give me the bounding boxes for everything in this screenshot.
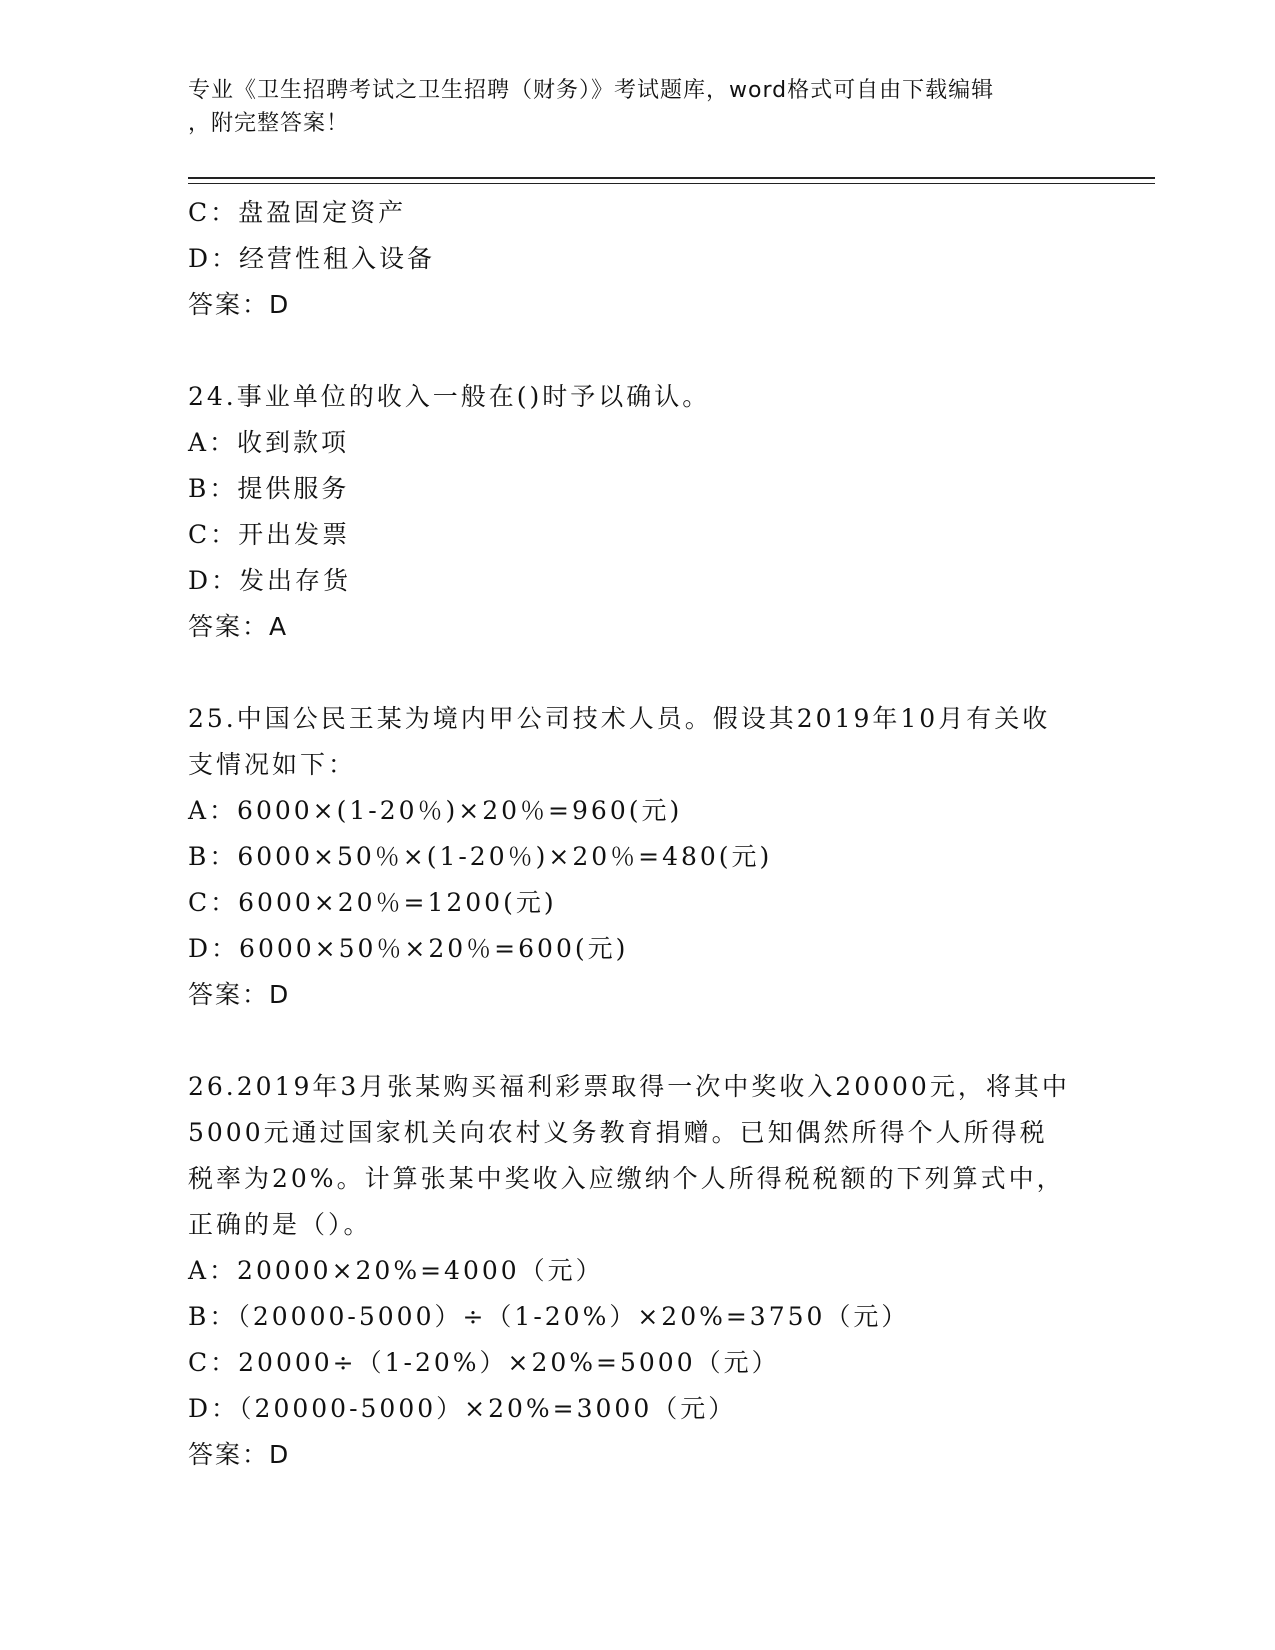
option-d: D：6000×50％×20％=600(元) xyxy=(188,934,629,963)
option-b: B：（20000-5000）÷（1-20%）×20%=3750（元） xyxy=(188,1302,910,1331)
spacer xyxy=(188,650,1088,696)
question-text: 税率为20%。计算张某中奖收入应缴纳个人所得税税额的下列算式中， xyxy=(188,1164,1065,1193)
question-25 xyxy=(188,696,1088,1018)
option-c: C：开出发票 xyxy=(188,520,351,549)
option-c: C：6000×20％=1200(元) xyxy=(188,888,557,917)
option-a: A：20000×20%=4000（元） xyxy=(188,1256,604,1285)
option-d: D：发出存货 xyxy=(188,566,352,595)
question-text: 5000元通过国家机关向农村义务教育捐赠。已知偶然所得个人所得税 xyxy=(188,1118,1048,1147)
header-divider-thick xyxy=(188,177,1155,179)
question-24 xyxy=(188,374,1088,650)
spacer xyxy=(188,328,1088,374)
answer-line: 答案：D xyxy=(188,1440,291,1469)
header-line-2: ，附完整答案！ xyxy=(188,111,350,136)
question-list xyxy=(188,190,1088,1478)
option-a: A：收到款项 xyxy=(188,428,350,457)
option-b: B：6000×50％×(1-20％)×20％=480(元) xyxy=(188,842,773,871)
question-26 xyxy=(188,1064,1088,1478)
question-23-continued xyxy=(188,190,1088,328)
question-text: 24.事业单位的收入一般在()时予以确认。 xyxy=(188,382,711,411)
header-divider-thin xyxy=(188,183,1155,184)
option-a: A：6000×(1-20％)×20％=960(元) xyxy=(188,796,683,825)
question-text: 26.2019年3月张某购买福利彩票取得一次中奖收入20000元，将其中 xyxy=(188,1072,1070,1101)
option-d: D：（20000-5000）×20%=3000（元） xyxy=(188,1394,737,1423)
answer-line: 答案：D xyxy=(188,290,291,319)
spacer xyxy=(188,1018,1088,1064)
option-c: C：20000÷（1-20%）×20%=5000（元） xyxy=(188,1348,780,1377)
option-c: C：盘盈固定资产 xyxy=(188,198,407,227)
option-d: D：经营性租入设备 xyxy=(188,244,436,273)
question-text: 正确的是（）。 xyxy=(188,1210,372,1239)
option-b: B：提供服务 xyxy=(188,474,350,503)
document-header xyxy=(188,74,1068,140)
header-line-1: 专业《卫生招聘考试之卫生招聘（财务）》考试题库，word格式可自由下载编辑 xyxy=(188,78,995,103)
question-text: 支情况如下： xyxy=(188,750,357,779)
answer-line: 答案：D xyxy=(188,980,291,1009)
answer-line: 答案：A xyxy=(188,612,289,641)
question-text: 25.中国公民王某为境内甲公司技术人员。假设其2019年10月有关收 xyxy=(188,704,1051,733)
